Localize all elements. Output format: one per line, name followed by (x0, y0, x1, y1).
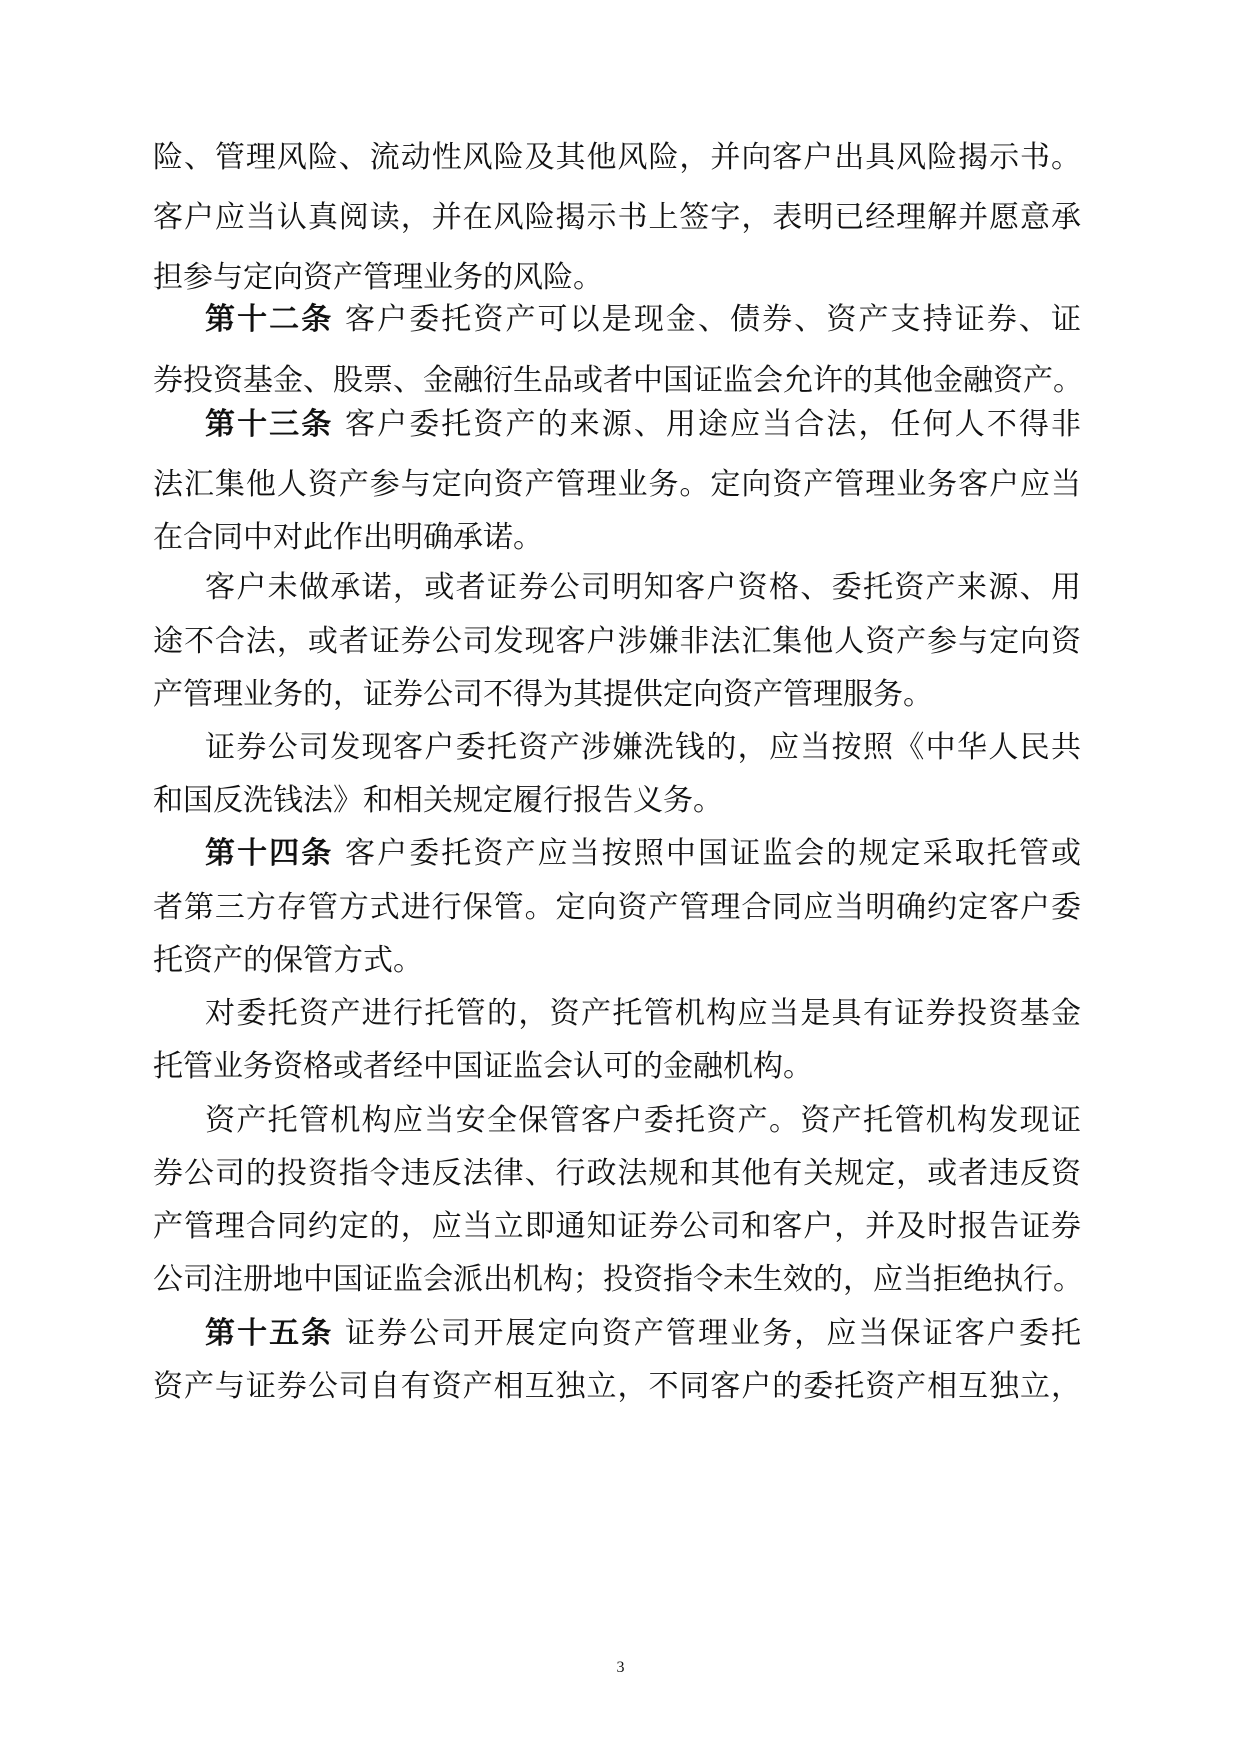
article-number: 第十四条 (205, 836, 334, 871)
text-line (153, 188, 1081, 248)
text-line (153, 665, 1081, 725)
line-text: 和国反洗钱法》和相关规定履行报告义务。 (153, 783, 723, 818)
text-line (205, 1304, 1081, 1364)
line-text: 客户未做承诺，或者证券公司明知客户资格、委托资产来源、用 (205, 570, 1081, 605)
text-line (153, 1250, 1081, 1310)
line-text: 者第三方存管方式进行保管。定向资产管理合同应当明确约定客户委 (153, 890, 1081, 925)
text-line (205, 395, 1081, 455)
text-line (205, 718, 1081, 778)
line-text: 客户委托资产的来源、用途应当合法，任何人不得非 (345, 407, 1082, 442)
line-text: 证券公司发现客户委托资产涉嫌洗钱的，应当按照《中华人民共 (205, 730, 1081, 765)
text-line (205, 824, 1081, 884)
line-text: 途不合法，或者证券公司发现客户涉嫌非法汇集他人资产参与定向资 (153, 624, 1081, 659)
text-line (205, 1091, 1081, 1151)
text-line (153, 931, 1081, 991)
line-text: 客户应当认真阅读，并在风险揭示书上签字，表明已经理解并愿意承 (153, 200, 1081, 235)
line-text: 对委托资产进行托管的，资产托管机构应当是具有证券投资基金 (205, 996, 1081, 1031)
line-text: 产管理业务的，证券公司不得为其提供定向资产管理服务。 (153, 677, 933, 712)
line-text: 托管业务资格或者经中国证监会认可的金融机构。 (153, 1049, 813, 1084)
article-number: 第十三条 (205, 407, 334, 442)
text-line (153, 1357, 1081, 1417)
text-line (205, 984, 1081, 1044)
article-number: 第十五条 (205, 1316, 334, 1351)
line-text: 券公司的投资指令违反法律、行政法规和其他有关规定，或者违反资 (153, 1156, 1081, 1191)
line-text: 客户委托资产应当按照中国证监会的规定采取托管或 (345, 836, 1082, 871)
text-line (153, 128, 1081, 188)
line-text: 担参与定向资产管理业务的风险。 (153, 260, 603, 295)
text-line (153, 612, 1081, 672)
article-number: 第十二条 (205, 302, 334, 337)
line-text: 公司注册地中国证监会派出机构；投资指令未生效的，应当拒绝执行。 (153, 1262, 1083, 1297)
line-text: 资产与证券公司自有资产相互独立，不同客户的委托资产相互独立， (153, 1369, 1081, 1404)
line-text: 在合同中对此作出明确承诺。 (153, 520, 543, 555)
line-text: 证券公司开展定向资产管理业务，应当保证客户委托 (345, 1316, 1082, 1351)
text-line (153, 771, 1081, 831)
line-text: 券投资基金、股票、金融衍生品或者中国证监会允许的其他金融资产。 (153, 363, 1083, 398)
text-line (153, 1197, 1081, 1257)
text-line (153, 878, 1081, 938)
line-text: 资产托管机构应当安全保管客户委托资产。资产托管机构发现证 (205, 1103, 1081, 1138)
line-text: 险、管理风险、流动性风险及其他风险，并向客户出具风险揭示书。 (153, 140, 1081, 175)
text-line (153, 1144, 1081, 1204)
text-line (153, 1037, 1081, 1097)
line-text: 托资产的保管方式。 (153, 943, 423, 978)
page-number: 3 (616, 1659, 625, 1676)
line-text: 法汇集他人资产参与定向资产管理业务。定向资产管理业务客户应当 (153, 467, 1081, 502)
text-line (205, 558, 1081, 618)
text-line (205, 290, 1081, 350)
line-text: 客户委托资产可以是现金、债券、资产支持证券、证 (345, 302, 1082, 337)
line-text: 产管理合同约定的，应当立即通知证券公司和客户，并及时报告证券 (153, 1209, 1081, 1244)
text-line (153, 455, 1081, 515)
